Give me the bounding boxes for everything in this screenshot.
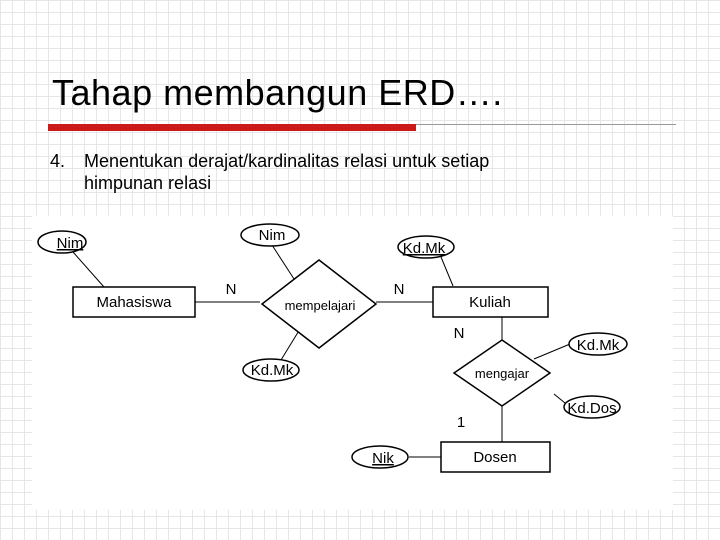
entity-kuliah [433,287,548,317]
erd-canvas [32,216,673,510]
attribute-label-dosen-nik: Nik [372,450,394,467]
attribute-label-mempelajari-kdmk: Kd.Mk [250,362,294,379]
cardinality-dosen-mengajar: 1 [456,414,466,431]
attribute-mempelajari-nim [241,224,299,246]
entity-mahasiswa [73,287,195,317]
attribute-mengajar-kddos [564,396,620,418]
entity-dosen [441,442,550,472]
line-mahasiswa-attr-nim [73,252,104,287]
title-underline-bar [48,124,416,131]
attribute-label-kuliah-kdmk: Kd.Mk [402,240,446,257]
attribute-label-mahasiswa-nim: Nim [56,235,84,252]
line-mengajar-attr-kddos [554,394,565,403]
attribute-label-mengajar-kdmk: Kd.Mk [576,337,620,354]
relation-mempelajari [262,260,376,348]
entity-label-kuliah: Kuliah [469,294,511,311]
entity-label-dosen: Dosen [473,449,517,466]
erd-diagram [32,216,673,510]
attribute-kuliah-kdmk [398,236,454,258]
cardinality-kuliah-side: N [393,281,405,298]
relation-label-mengajar: mengajar [474,366,530,381]
bullet-text-line2: himpunan relasi [84,173,212,193]
attribute-dosen-nik [352,446,408,468]
attribute-label-mempelajari-nim: Nim [258,227,286,244]
attribute-label-mengajar-kddos: Kd.Dos [567,400,617,417]
entity-label-mahasiswa: Mahasiswa [96,294,172,311]
bullet-number: 4. [50,151,66,171]
relation-label-mempelajari: mempelajari [284,298,356,313]
line-mempelajari-attr-nim [272,245,294,279]
bullet-text-line1: Menentukan derajat/kardinalitas relasi untuk setiap [84,151,490,171]
title-divider-line [416,124,676,125]
line-mempelajari-attr-kdmk [281,329,300,360]
line-kuliah-attr-kdmk [441,257,453,286]
line-mengajar-attr-kdmk [534,344,570,359]
cardinality-mahasiswa-side: N [225,281,237,298]
cardinality-kuliah-mengajar: N [453,325,465,342]
slide-title: Tahap membangun ERD…. [52,72,503,113]
relation-mengajar [454,340,550,406]
attribute-mengajar-kdmk [569,333,627,355]
attribute-mempelajari-kdmk [243,359,299,381]
bullet-item [50,150,670,194]
attribute-mahasiswa-nim [38,231,86,253]
